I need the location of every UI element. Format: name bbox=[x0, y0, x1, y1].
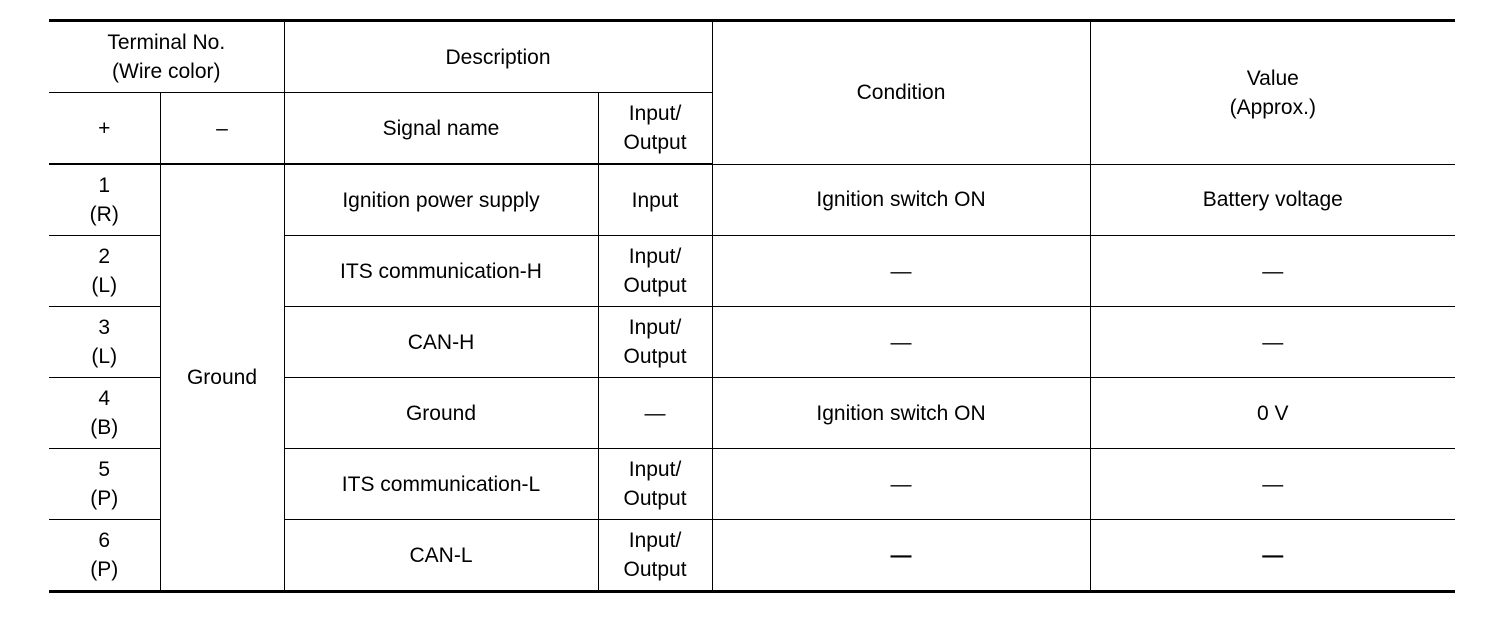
io-line2: Output bbox=[623, 345, 687, 368]
io-line1: Input/ bbox=[628, 245, 682, 268]
signal-name-cell: ITS communication-H bbox=[284, 236, 598, 307]
signal-name-cell: CAN-H bbox=[284, 307, 598, 378]
terminal-no-header bbox=[49, 21, 284, 93]
io-cell bbox=[598, 520, 712, 592]
condition-cell: Ignition switch ON bbox=[712, 378, 1090, 449]
terminal-cell bbox=[49, 236, 160, 307]
terminal-cell bbox=[49, 378, 160, 449]
table-row bbox=[49, 164, 1455, 236]
signal-name-cell: Ground bbox=[284, 378, 598, 449]
terminal-no-label: Terminal No. bbox=[107, 31, 226, 54]
condition-cell bbox=[712, 236, 1090, 307]
wire-color-label: (Wire color) bbox=[112, 60, 221, 83]
wire-color: (L) bbox=[91, 274, 118, 297]
signal-name-cell: ITS communication-L bbox=[284, 449, 598, 520]
io-line1: Input/ bbox=[628, 316, 682, 339]
terminal-number: 4 bbox=[98, 387, 111, 410]
dash-mark: — bbox=[890, 543, 912, 567]
terminal-number: 6 bbox=[98, 529, 111, 552]
io-header-line1: Input/ bbox=[628, 102, 682, 125]
terminal-number: 2 bbox=[98, 245, 111, 268]
value-cell bbox=[1090, 236, 1455, 307]
terminal-cell bbox=[49, 520, 160, 592]
io-cell bbox=[598, 449, 712, 520]
terminal-number: 5 bbox=[98, 458, 111, 481]
condition-cell bbox=[712, 307, 1090, 378]
wire-color: (B) bbox=[90, 416, 119, 439]
minus-header: – bbox=[160, 93, 284, 165]
value-label: Value bbox=[1246, 66, 1299, 90]
dash-mark: — bbox=[1262, 330, 1284, 354]
io-line2: Output bbox=[623, 274, 687, 297]
dash-mark: — bbox=[1262, 543, 1284, 567]
dash-mark: — bbox=[890, 472, 912, 496]
terminal-number: 1 bbox=[98, 174, 111, 197]
io-cell: — bbox=[598, 378, 712, 449]
wire-color: (L) bbox=[91, 345, 118, 368]
value-cell: 0 V bbox=[1090, 378, 1455, 449]
condition-cell bbox=[712, 449, 1090, 520]
value-approx-label: (Approx.) bbox=[1229, 95, 1316, 119]
wire-color: (R) bbox=[89, 203, 119, 226]
wire-color: (P) bbox=[90, 487, 119, 510]
io-line1: Input/ bbox=[628, 458, 682, 481]
value-cell: Battery voltage bbox=[1090, 164, 1455, 236]
io-cell: Input bbox=[598, 164, 712, 236]
condition-header: Condition bbox=[712, 21, 1090, 165]
dash-mark: — bbox=[890, 259, 912, 283]
value-header bbox=[1090, 21, 1455, 165]
value-cell bbox=[1090, 449, 1455, 520]
terminal-number: 3 bbox=[98, 316, 111, 339]
terminal-cell bbox=[49, 449, 160, 520]
plus-header: + bbox=[49, 93, 160, 165]
value-cell bbox=[1090, 520, 1455, 592]
description-header: Description bbox=[284, 21, 712, 93]
io-line2: Output bbox=[623, 487, 687, 510]
dash-mark: — bbox=[1262, 259, 1284, 283]
io-header-line2: Output bbox=[623, 131, 687, 154]
signal-name-header: Signal name bbox=[284, 93, 598, 165]
dash-mark: — bbox=[1262, 472, 1284, 496]
terminal-spec-table bbox=[49, 19, 1455, 593]
value-cell bbox=[1090, 307, 1455, 378]
condition-cell bbox=[712, 520, 1090, 592]
io-line2: Output bbox=[623, 558, 687, 581]
io-cell bbox=[598, 236, 712, 307]
terminal-cell bbox=[49, 164, 160, 236]
wire-color: (P) bbox=[90, 558, 119, 581]
signal-name-cell: Ignition power supply bbox=[284, 164, 598, 236]
io-line1: Input/ bbox=[628, 529, 682, 552]
dash-mark: — bbox=[890, 330, 912, 354]
condition-cell: Ignition switch ON bbox=[712, 164, 1090, 236]
terminal-cell bbox=[49, 307, 160, 378]
input-output-header bbox=[598, 93, 712, 165]
signal-name-cell: CAN-L bbox=[284, 520, 598, 592]
io-cell bbox=[598, 307, 712, 378]
ground-cell: Ground bbox=[160, 164, 284, 592]
